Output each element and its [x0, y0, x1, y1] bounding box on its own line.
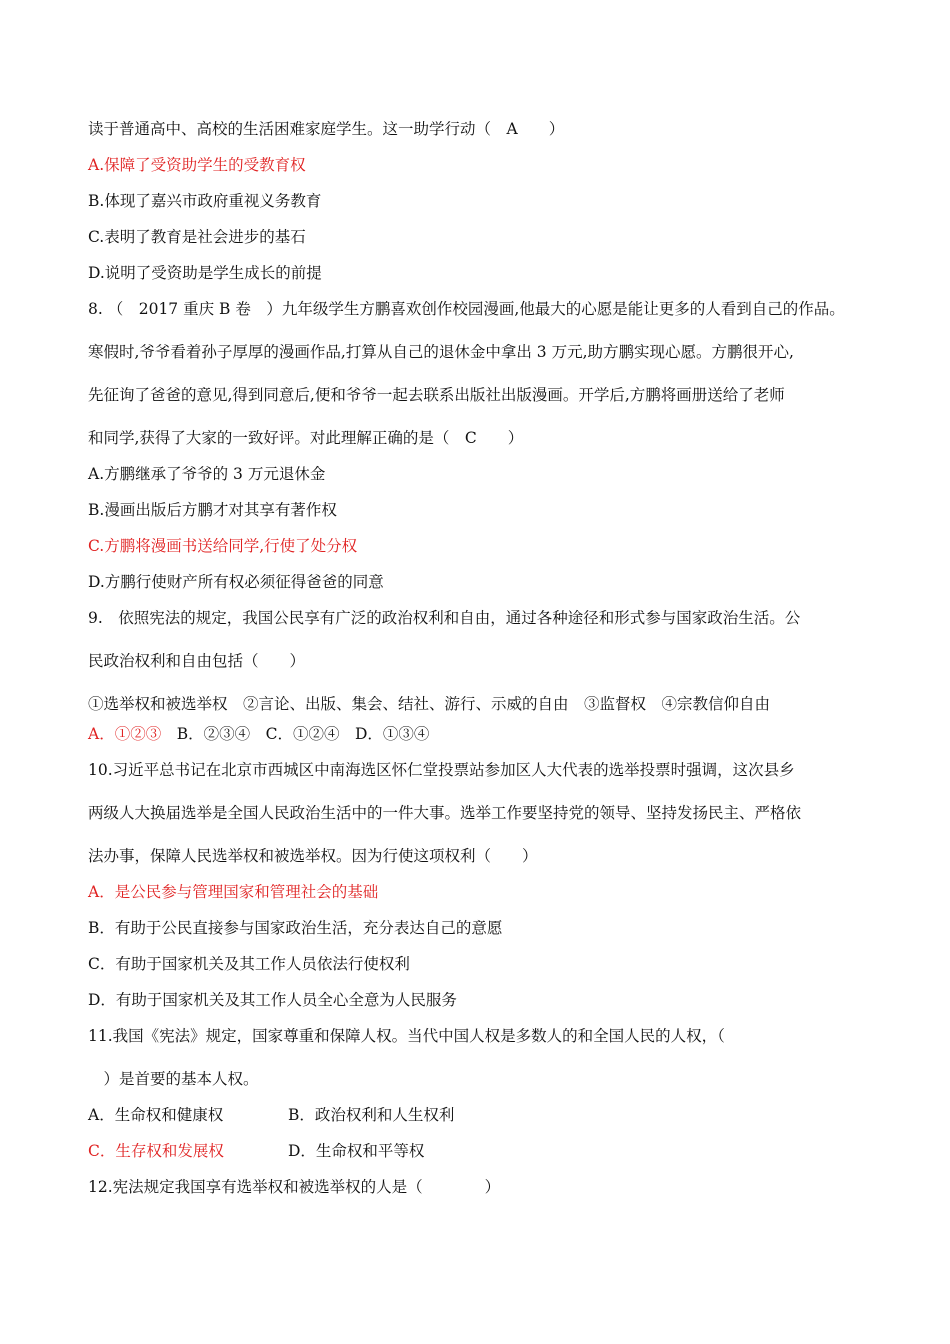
q9-options: [88, 725, 888, 743]
q8-stem-line-4: 和同学,获得了大家的一致好评。对此理解正确的是（ C ）: [88, 429, 524, 447]
q10-option-a: A．是公民参与管理国家和管理社会的基础: [88, 883, 379, 901]
q8-option-c: C.方鹏将漫画书送给同学,行使了处分权: [88, 537, 358, 555]
q10-stem-line-1: 10.习近平总书记在北京市西城区中南海选区怀仁堂投票站参加区人大代表的选举投票时强调，这次县乡: [88, 761, 795, 779]
q10-stem-line-2: 两级人大换届选举是全国人民政治生活中的一件大事。选举工作要坚持党的领导、坚持发扬民主、严格依: [88, 804, 802, 822]
q10-option-c: C．有助于国家机关及其工作人员依法行使权利: [88, 955, 410, 973]
document-page: [88, 120, 888, 1196]
q10-stem-line-3: 法办事，保障人民选举权和被选举权。因为行使这项权利（ ）: [88, 847, 538, 865]
q8-option-a: A.方鹏继承了爷爷的 3 万元退休金: [88, 465, 326, 483]
q11-option-d: D．生命权和平等权: [288, 1142, 425, 1160]
q11-options-row-1: [88, 1106, 888, 1124]
q8-option-d: D.方鹏行使财产所有权必须征得爸爸的同意: [88, 573, 384, 591]
q10-option-d: D．有助于国家机关及其工作人员全心全意为人民服务: [88, 991, 457, 1009]
q8-stem-line-2: 寒假时,爷爷看着孙子厚厚的漫画作品,打算从自己的退休金中拿出 3 万元,助方鹏实现心愿。方鹏很开心,: [88, 343, 794, 361]
q7-stem: 读于普通高中、高校的生活困难家庭学生。这一助学行动（ A ）: [88, 120, 565, 138]
q7-option-a: A.保障了受资助学生的受教育权: [88, 156, 306, 174]
q11-options-row-2: [88, 1142, 888, 1160]
q9-items: ①选举权和被选举权 ②言论、出版、集会、结社、游行、示威的自由 ③监督权 ④宗教信仰自由: [88, 695, 771, 713]
q11-stem-line-1: 11.我国《宪法》规定，国家尊重和保障人权。当代中国人权是多数人的和全国人民的人权，（: [88, 1027, 725, 1045]
q11-option-c: C．生存权和发展权: [88, 1142, 224, 1160]
q11-option-b: B．政治权利和人生权利: [288, 1106, 455, 1124]
q8-option-b: B.漫画出版后方鹏才对其享有著作权: [88, 501, 337, 519]
q8-stem-line-3: 先征询了爸爸的意见,得到同意后,便和爷爷一起去联系出版社出版漫画。开学后,方鹏将画册送给了老师: [88, 386, 785, 404]
q9-option-a: A．①②③: [88, 725, 162, 743]
q11-stem-line-2: ）是首要的基本人权。: [88, 1070, 259, 1088]
q7-option-c: C.表明了教育是社会进步的基石: [88, 228, 306, 246]
q7-option-b: B.体现了嘉兴市政府重视义务教育: [88, 192, 322, 210]
q9-options-rest: B．②③④ C．①②④ D．①③④: [161, 725, 430, 743]
q7-option-d: D.说明了受资助是学生成长的前提: [88, 264, 322, 282]
q12-stem: 12.宪法规定我国享有选举权和被选举权的人是（ ）: [88, 1178, 501, 1196]
q11-option-a: A．生命权和健康权: [88, 1106, 224, 1124]
q10-option-b: B．有助于公民直接参与国家政治生活，充分表达自己的意愿: [88, 919, 503, 937]
q9-stem-line-1: 9. 依照宪法的规定，我国公民享有广泛的政治权利和自由，通过各种途径和形式参与国家政治生活。公: [88, 609, 801, 627]
q8-stem-line-1: 8. （ 2017 重庆 B 卷 ）九年级学生方鹏喜欢创作校园漫画,他最大的心愿是能让更多的人看到自己的作品。: [88, 300, 845, 318]
q9-stem-line-2: 民政治权利和自由包括（ ）: [88, 652, 306, 670]
